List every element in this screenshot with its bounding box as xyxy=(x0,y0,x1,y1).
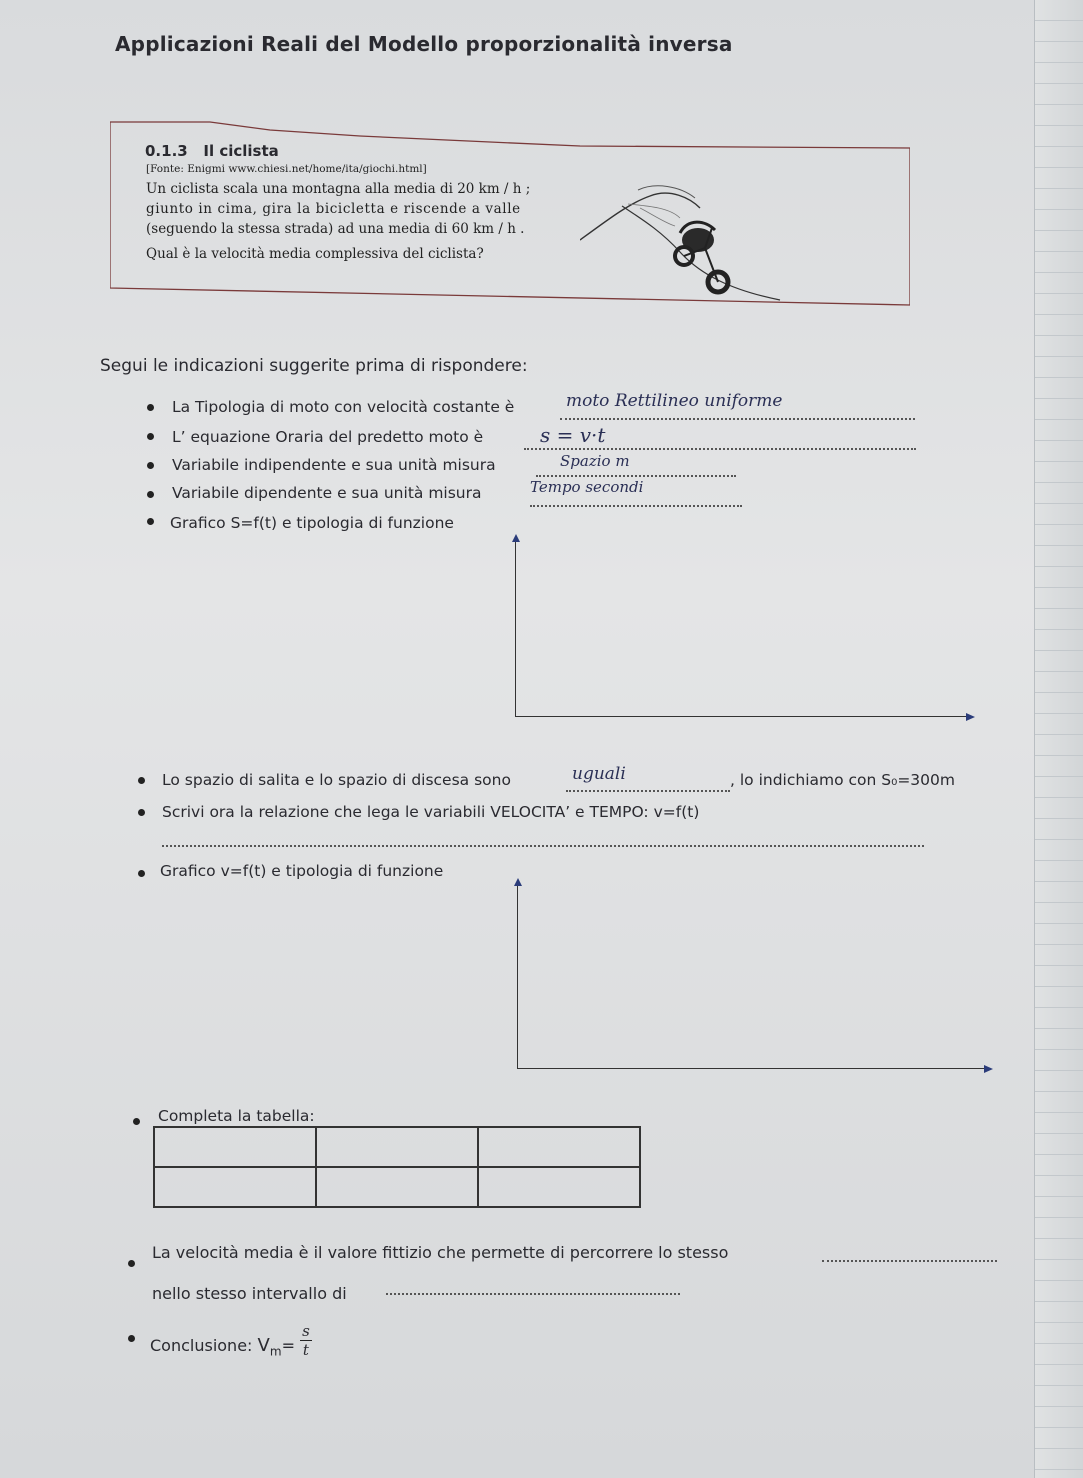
exercise-name: Il ciclista xyxy=(203,142,279,160)
answer-line[interactable] xyxy=(162,845,924,847)
exercise-number: 0.1.3 xyxy=(145,142,188,160)
answer-table xyxy=(153,1126,641,1208)
answer-line[interactable] xyxy=(536,475,736,477)
bullet xyxy=(133,1118,140,1125)
bullet xyxy=(138,870,145,877)
item-velocita-media-label: La velocità media è il valore fittizio che permette di percorrere lo stesso xyxy=(152,1243,729,1262)
table-cell[interactable] xyxy=(154,1167,316,1207)
answer-var-indip: Spazio m xyxy=(560,452,630,470)
answer-line[interactable] xyxy=(822,1260,997,1262)
instructions: Segui le indicazioni suggerite prima di rispondere: xyxy=(100,356,528,376)
formula-equals: = xyxy=(281,1336,295,1355)
table-row xyxy=(154,1127,640,1167)
notebook-margin xyxy=(1034,0,1083,1478)
item-relazione-label: Scrivi ora la relazione che lega le variabili VELOCITA’ e TEMPO: v=f(t) xyxy=(162,803,700,821)
item-spazio-label: Lo spazio di salita e lo spazio di discesa sono xyxy=(162,771,511,789)
x-axis-arrow xyxy=(966,713,975,721)
fraction-denominator: t xyxy=(302,1341,309,1359)
item-var-dip-label: Variabile dipendente e sua unità misura xyxy=(172,484,482,502)
exercise-source: [Fonte: Enigmi www.chiesi.net/home/ita/giochi.html] xyxy=(146,163,427,175)
graph1-y-axis xyxy=(515,542,516,717)
answer-line[interactable] xyxy=(560,418,915,420)
exercise-line-3: (seguendo la stessa strada) ad una media di 60 km / h . xyxy=(146,221,525,237)
table-cell[interactable] xyxy=(316,1167,478,1207)
answer-line[interactable] xyxy=(386,1293,680,1295)
answer-equazione: s = v·t xyxy=(540,423,606,447)
answer-line[interactable] xyxy=(524,448,916,450)
bullet xyxy=(147,518,154,525)
formula-lhs xyxy=(257,1335,282,1359)
bullet xyxy=(147,404,154,411)
item-velocita-media-label-2: nello stesso intervallo di xyxy=(152,1284,347,1303)
item-var-indip-label: Variabile indipendente e sua unità misura xyxy=(172,456,496,474)
table-cell[interactable] xyxy=(154,1127,316,1167)
page-title: Applicazioni Reali del Modello proporzionalità inversa xyxy=(115,32,733,56)
table-cell[interactable] xyxy=(316,1127,478,1167)
bullet xyxy=(138,777,145,784)
table-cell[interactable] xyxy=(478,1127,640,1167)
bullet xyxy=(128,1260,135,1267)
exercise-line-1: Un ciclista scala una montagna alla media di 20 km / h ; xyxy=(146,181,531,197)
y-axis-arrow xyxy=(514,878,522,886)
bullet xyxy=(138,809,145,816)
answer-spazio: uguali xyxy=(572,764,626,784)
graph2-y-axis xyxy=(517,886,518,1069)
item-tipologia-label: La Tipologia di moto con velocità costante è xyxy=(172,398,515,416)
answer-line[interactable] xyxy=(530,505,742,507)
bullet xyxy=(147,462,154,469)
item-grafico2-label: Grafico v=f(t) e tipologia di funzione xyxy=(160,862,444,880)
item-equazione-label: L’ equazione Oraria del predetto moto è xyxy=(172,428,484,446)
x-axis-arrow xyxy=(984,1065,993,1073)
cyclist-illustration xyxy=(580,178,800,303)
item-grafico1-label: Grafico S=f(t) e tipologia di funzione xyxy=(170,514,454,532)
exercise-line-2: giunto in cima, gira la bicicletta e riscende a valle xyxy=(146,201,521,217)
table-row xyxy=(154,1167,640,1207)
formula-fraction xyxy=(300,1322,312,1359)
answer-line[interactable] xyxy=(566,790,730,792)
exercise-heading xyxy=(145,142,279,160)
bullet xyxy=(147,491,154,498)
answer-tipologia: moto Rettilineo uniforme xyxy=(566,391,783,411)
conclusion-row xyxy=(150,1322,312,1365)
y-axis-arrow xyxy=(512,534,520,542)
answer-var-dip: Tempo secondi xyxy=(530,478,644,496)
formula-subscript: m xyxy=(269,1344,282,1359)
bullet xyxy=(147,433,154,440)
item-spazio-suffix: , lo indichiamo con S₀=300m xyxy=(730,771,955,789)
fraction-numerator: s xyxy=(302,1322,310,1340)
table-cell[interactable] xyxy=(478,1167,640,1207)
exercise-question: Qual è la velocità media complessiva del ciclista? xyxy=(146,246,484,262)
formula-v: V xyxy=(257,1335,270,1356)
item-tabella-label: Completa la tabella: xyxy=(158,1107,315,1125)
graph2-x-axis xyxy=(517,1068,987,1069)
graph1-x-axis xyxy=(515,716,970,717)
bullet xyxy=(128,1335,135,1342)
conclusion-label: Conclusione: xyxy=(150,1336,253,1355)
